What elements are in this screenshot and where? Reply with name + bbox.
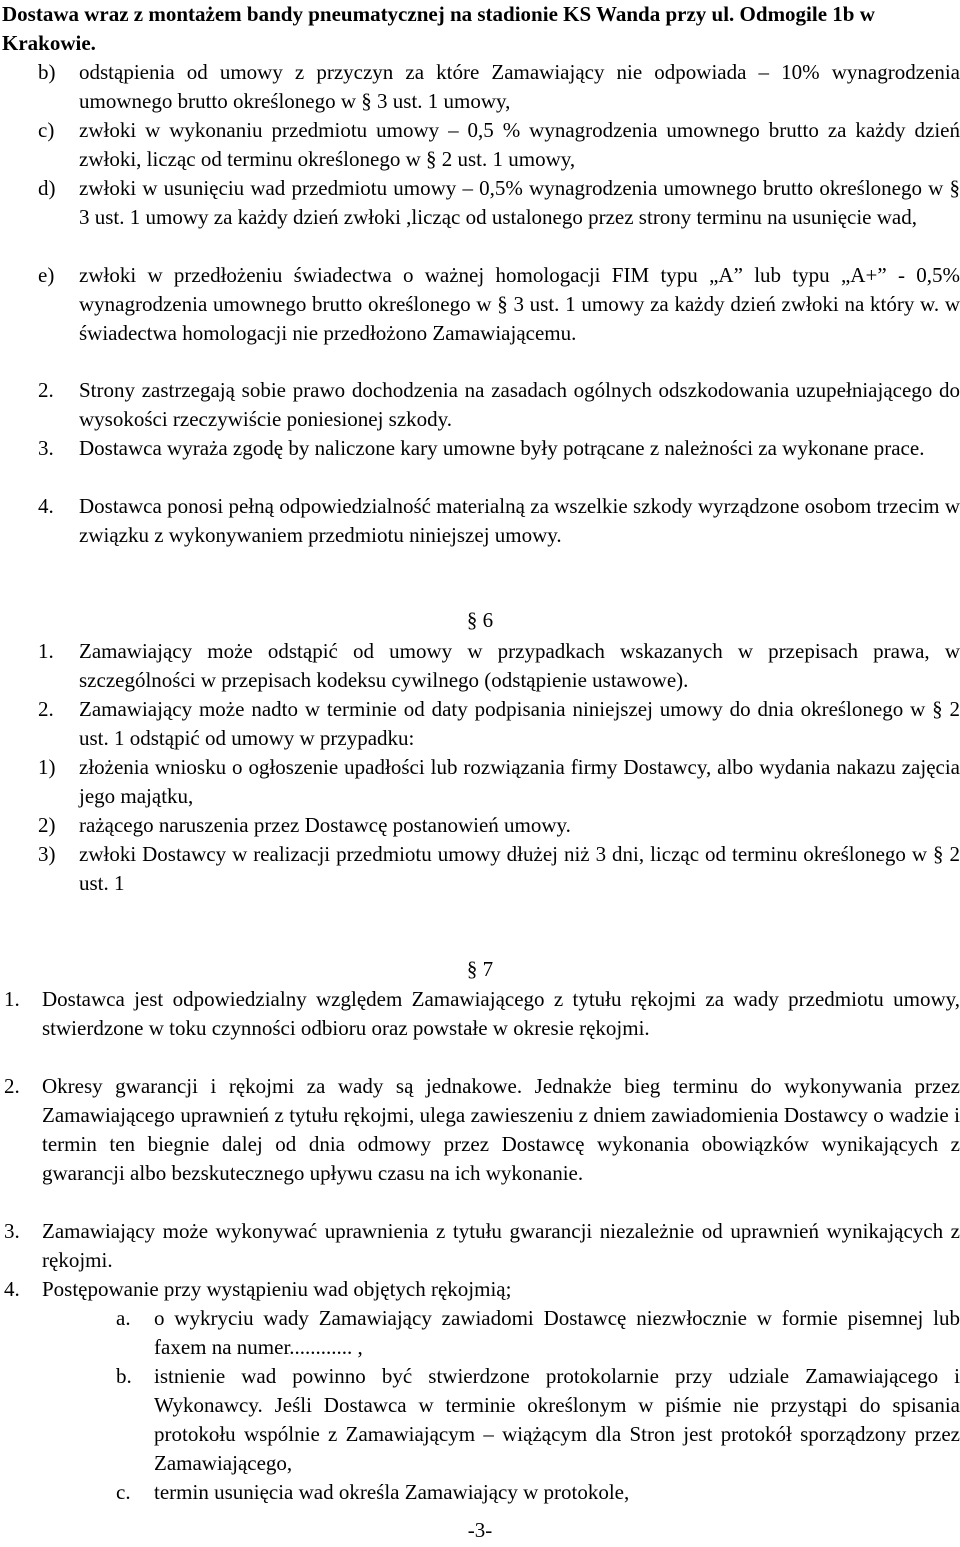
section-7-subpoint [116, 1304, 960, 1362]
penalty-text: zwłoki w przedłożeniu świadectwa o ważnej homologacji FIM typu „A” lub typu „A+” - 0,5% wynagrodzenia umownego brutto określonego w § 3 ust. 1 umowy za każdy dzień zwłoki na który w. w świadectwa homologacji nie przedłożono Zamawiającemu. [79, 263, 960, 345]
point-text: Zamawiający może wykonywać uprawnienia z tytułu gwarancji niezależnie od uprawnień wynikających z rękojmi. [42, 1219, 960, 1272]
clause-label: 3. [38, 436, 54, 460]
point-label: 1. [38, 639, 54, 663]
penalty-label: c) [38, 118, 55, 142]
penalty-item-b [38, 58, 960, 116]
section-7-point [4, 1072, 960, 1188]
section-6-case [38, 811, 960, 840]
point-text: Zamawiający może nadto w terminie od daty podpisania niniejszej umowy do dnia określonego w § 2 ust. 1 odstąpić od umowy w przypadku: [79, 697, 960, 750]
section-7-subpoint [116, 1478, 960, 1507]
point-label: 2. [38, 697, 54, 721]
case-text: rażącego naruszenia przez Dostawcę postanowień umowy. [79, 813, 571, 837]
section-7-point [4, 985, 960, 1043]
clause-text: Strony zastrzegają sobie prawo dochodzenia na zasadach ogólnych odszkodowania uzupełniającego do wysokości rzeczywiście poniesionej szkody. [79, 378, 960, 431]
clause-text: Dostawca ponosi pełną odpowiedzialność materialną za wszelkie szkody wyrządzone osobom trzecim w związku z wykonywaniem przedmiotu niniejszej umowy. [79, 494, 960, 547]
subpoint-text: termin usunięcia wad określa Zamawiający w protokole, [154, 1480, 630, 1504]
point-label: 1. [4, 987, 20, 1011]
point-text: Zamawiający może odstąpić od umowy w przypadkach wskazanych w przepisach prawa, w szczególności w przepisach kodeksu cywilnego (odstąpienie ustawowe). [79, 639, 960, 692]
section-6-case [38, 840, 960, 898]
point-text: Dostawca jest odpowiedzialny względem Zamawiającego z tytułu rękojmi za wady przedmiotu umowy, stwierdzone w toku czynności odbioru oraz powstałe w okresie rękojmi. [42, 987, 960, 1040]
page-number: -3- [467, 1518, 493, 1542]
section-7-point [4, 1275, 960, 1304]
clause-item [38, 376, 960, 434]
penalty-text: odstąpienia od umowy z przyczyn za które Zamawiający nie odpowiada – 10% wynagrodzenia umownego brutto określonego w § 3 ust. 1 umowy, [79, 60, 960, 113]
case-text: zwłoki Dostawcy w realizacji przedmiotu umowy dłużej niż 3 dni, licząc od terminu określonego w § 2 ust. 1 [79, 842, 960, 895]
point-text: Postępowanie przy wystąpieniu wad objętych rękojmią; [42, 1277, 512, 1301]
penalty-text: zwłoki w wykonaniu przedmiotu umowy – 0,5 % wynagrodzenia umownego brutto za każdy dzień zwłoki, licząc od terminu określonego w § 2 ust. 1 umowy, [79, 118, 960, 171]
clause-text: Dostawca wyraża zgodę by naliczone kary umowne były potrącane z należności za wykonane prace. [79, 436, 925, 460]
penalty-text: zwłoki w usunięciu wad przedmiotu umowy – 0,5% wynagrodzenia umownego brutto określonego w § 3 ust. 1 umowy za każdy dzień zwłoki ,licząc od ustalonego przez strony terminu na usunięcie wad, [79, 176, 960, 229]
case-label: 3) [38, 842, 56, 866]
penalty-item-e [38, 261, 960, 348]
clause-label: 2. [38, 378, 54, 402]
penalty-label: b) [38, 60, 56, 84]
case-label: 2) [38, 813, 56, 837]
clause-item [38, 492, 960, 550]
section-6-point [38, 695, 960, 753]
subpoint-text: o wykryciu wady Zamawiający zawiadomi Dostawcę niezwłocznie w formie pisemnej lub faxem na numer............ , [154, 1306, 960, 1359]
clause-label: 4. [38, 494, 54, 518]
section-7-point [4, 1217, 960, 1275]
subpoint-text: istnienie wad powinno być stwierdzone protokolarnie przy udziale Zamawiającego i Wykonawcy. Jeśli Dostawca w terminie określonym w piśmie nie przystąpi do spisania protokołu wspólnie z Zamawiającym – wiążącym dla Stron jest protokół sporządzony przez Zamawiającego, [154, 1364, 960, 1475]
penalty-label: d) [38, 176, 56, 200]
clause-item [38, 434, 960, 463]
point-label: 3. [4, 1219, 20, 1243]
penalty-item-c [38, 116, 960, 174]
point-label: 2. [4, 1074, 20, 1098]
point-text: Okresy gwarancji i rękojmi za wady są jednakowe. Jednakże bieg terminu do wykonywania przez Zamawiającego uprawnień z tytułu rękojmi, ulega zawieszeniu z dniem zawiadomienia Dostawcy o wadzie i termin ten biegnie dalej od dnia odmowy przez Dostawcę wykonania obowiązków wynikających z gwarancji albo bezskutecznego upływu czasu na ich wykonanie. [42, 1074, 960, 1185]
subpoint-label: a. [116, 1306, 131, 1330]
section-7-title: § 7 [466, 957, 494, 981]
case-text: złożenia wniosku o ogłoszenie upadłości lub rozwiązania firmy Dostawcy, albo wydania nakazu zajęcia jego majątku, [79, 755, 960, 808]
document-header: Dostawa wraz z montażem bandy pneumatycznej na stadionie KS Wanda przy ul. Odmogile 1b w Krakowie. [2, 2, 875, 55]
point-label: 4. [4, 1277, 20, 1301]
section-6-case [38, 753, 960, 811]
section-6-title: § 6 [466, 608, 494, 632]
subpoint-label: b. [116, 1364, 132, 1388]
section-7-subpoint [116, 1362, 960, 1478]
case-label: 1) [38, 755, 56, 779]
penalty-label: e) [38, 263, 55, 287]
section-6-point [38, 637, 960, 695]
penalty-item-d [38, 174, 960, 232]
subpoint-label: c. [116, 1480, 131, 1504]
